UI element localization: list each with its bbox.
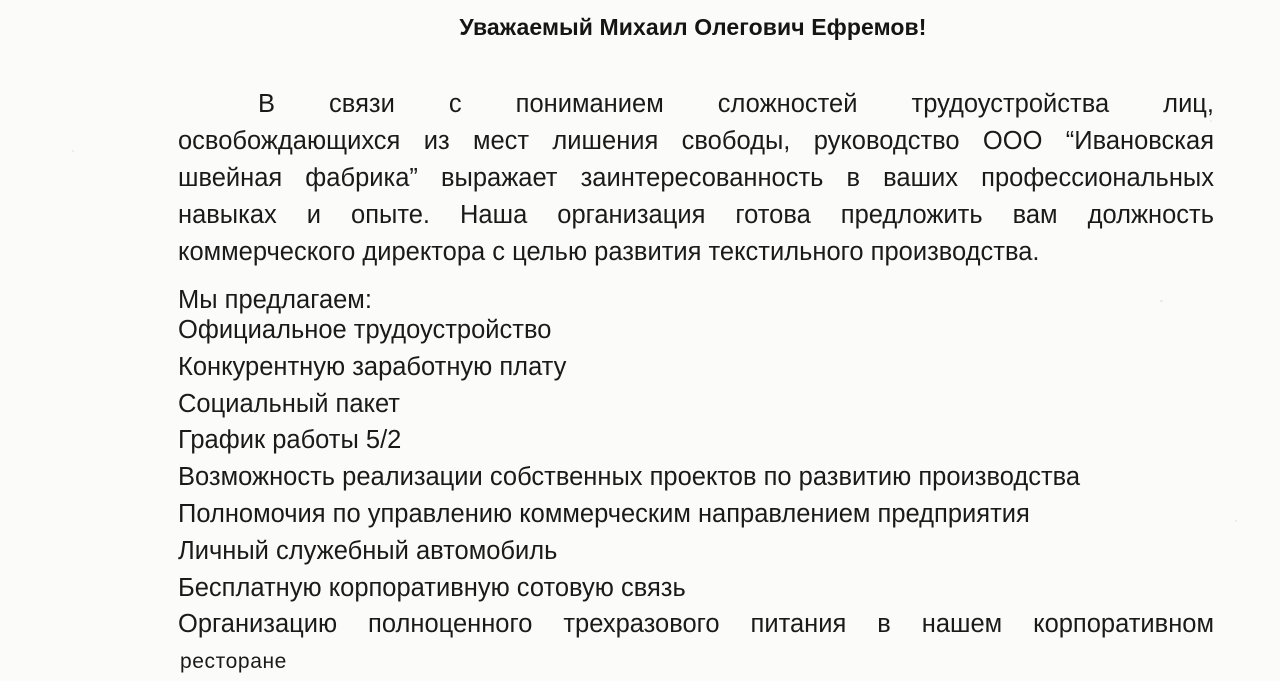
offers-list bbox=[178, 312, 1214, 643]
scan-speck bbox=[1235, 520, 1237, 522]
offer-item: Социальный пакет bbox=[178, 389, 400, 418]
paragraph-line: освобождающихся из мест лишения свободы, руководство ООО “Ивановская bbox=[178, 127, 1214, 155]
offer-item-continuation: ресторане bbox=[180, 650, 287, 673]
offer-item: Бесплатную корпоративную сотовую связь bbox=[178, 573, 686, 602]
offers-label: Мы предлагаем: bbox=[178, 286, 372, 314]
offer-item: Конкурентную заработную плату bbox=[178, 352, 567, 381]
offer-item: График работы 5/2 bbox=[178, 426, 402, 455]
paragraph-line: коммерческого директора с целью развития текстильного производства. bbox=[178, 238, 1040, 266]
paragraph-line: В связи с пониманием сложностей трудоустройства лиц, bbox=[258, 90, 1214, 118]
offer-item: Официальное трудоустройство bbox=[178, 316, 552, 344]
letter-paragraph bbox=[178, 86, 1214, 271]
offer-item: Возможность реализации собственных проектов по развитию производства bbox=[178, 463, 1081, 492]
scan-speck bbox=[1160, 300, 1163, 302]
offer-item: Организацию полноценного трехразового питания в нашем корпоративном bbox=[178, 610, 1214, 639]
paragraph-line: швейная фабрика” выражает заинтересованность в ваших профессиональных bbox=[178, 164, 1214, 192]
scan-speck bbox=[1210, 120, 1212, 122]
offer-item: Личный служебный автомобиль bbox=[178, 536, 558, 565]
offer-item: Полномочия по управлению коммерческим направлением предприятия bbox=[178, 499, 1030, 528]
paragraph-line: навыках и опыте. Наша организация готова предложить вам должность bbox=[178, 201, 1214, 229]
letter-greeting: Уважаемый Михаил Олегович Ефремов! bbox=[459, 14, 927, 40]
scan-speck bbox=[72, 150, 74, 152]
